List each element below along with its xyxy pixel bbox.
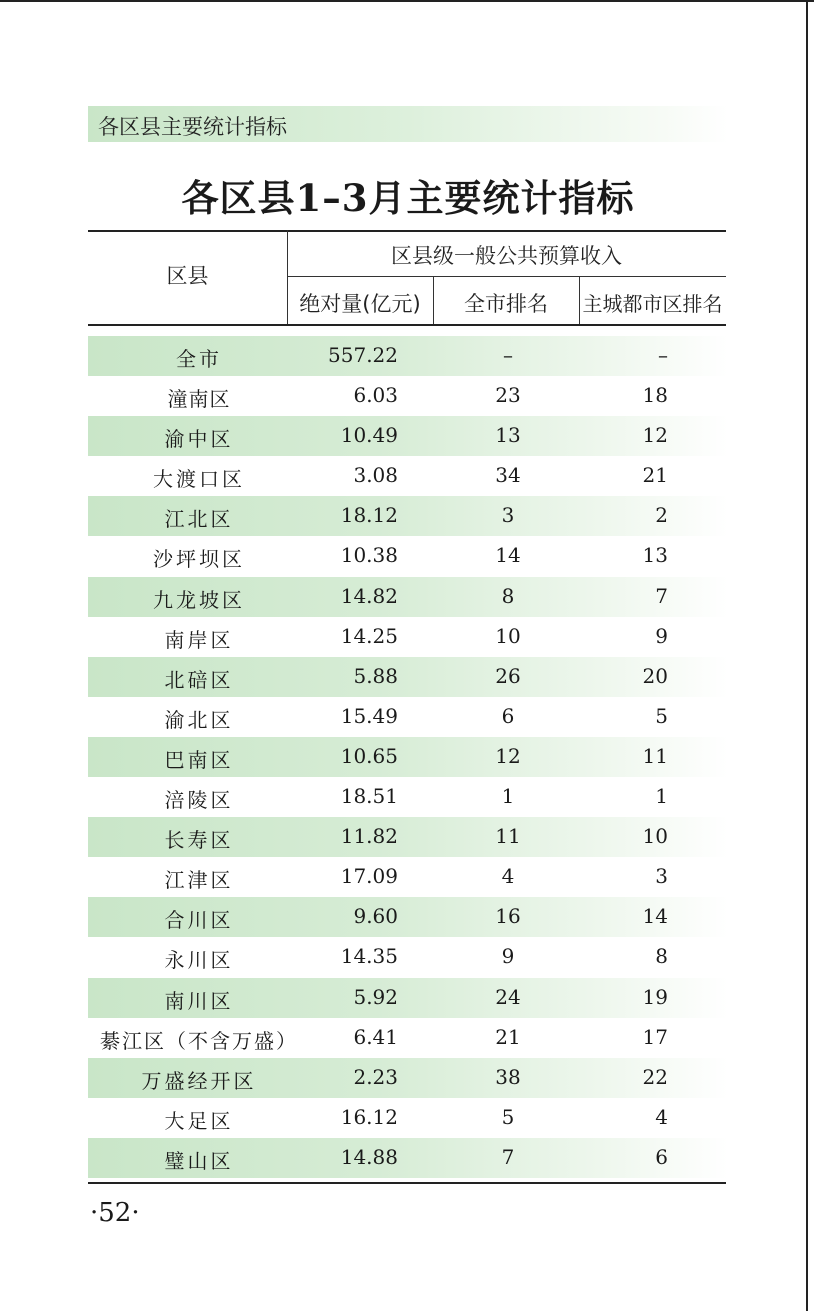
city-rank: 12 [495, 743, 521, 768]
revenue-value: 18.51 [340, 784, 398, 809]
table-row [88, 897, 728, 937]
table-title: 各区县1–3月主要统计指标 [181, 176, 635, 220]
table-row [88, 978, 728, 1018]
table-row [88, 617, 728, 657]
district-name: 北碚区 [164, 667, 234, 692]
city-rank: 21 [495, 1024, 521, 1049]
city-rank: – [503, 343, 513, 367]
district-name: 长寿区 [164, 828, 234, 853]
revenue-value: 17.09 [340, 864, 398, 889]
district-name: 綦江区（不含万盛） [100, 1028, 298, 1053]
district-name: 合川区 [164, 908, 234, 933]
district-name: 渝中区 [164, 427, 234, 452]
table-row [88, 536, 728, 576]
city-rank: 34 [495, 463, 521, 488]
main-city-rank: 18 [642, 383, 668, 408]
section-banner-label: 各区县主要统计指标 [98, 115, 287, 139]
district-name: 南岸区 [164, 627, 234, 652]
main-city-rank: 9 [655, 623, 668, 648]
table-row [88, 1098, 728, 1138]
city-rank: 11 [495, 824, 521, 849]
table-row [88, 697, 728, 737]
revenue-value: 14.82 [340, 583, 398, 608]
main-city-rank: 17 [642, 1024, 668, 1049]
revenue-value: 14.88 [340, 1144, 398, 1169]
city-rank: 38 [495, 1064, 521, 1089]
page-border-right [806, 0, 808, 1311]
city-rank: 5 [501, 1104, 515, 1129]
city-rank: 10 [495, 623, 521, 648]
table-row [88, 937, 728, 977]
main-city-rank: 13 [642, 543, 668, 568]
table-top-rule [88, 230, 726, 232]
city-rank: 1 [501, 784, 515, 809]
district-name: 江北区 [164, 507, 234, 532]
header-absolute: 绝对量(亿元) [299, 292, 421, 316]
main-city-rank: 7 [655, 583, 668, 608]
main-city-rank: 4 [655, 1104, 668, 1129]
city-rank: 23 [495, 383, 521, 408]
main-city-rank: 6 [655, 1144, 668, 1169]
revenue-value: 5.88 [353, 663, 398, 688]
main-city-rank: 1 [655, 784, 668, 809]
table-bottom-rule [88, 1182, 726, 1184]
revenue-value: 6.03 [353, 383, 398, 408]
main-city-rank: 10 [642, 824, 668, 849]
district-name: 江津区 [164, 868, 234, 893]
city-rank: 16 [495, 904, 521, 929]
main-city-rank: 3 [655, 864, 668, 889]
main-city-rank: 21 [642, 463, 668, 488]
table-row [88, 777, 728, 817]
revenue-value: 14.25 [340, 623, 398, 648]
table-row [88, 456, 728, 496]
revenue-value: 11.82 [340, 824, 398, 849]
revenue-value: 15.49 [340, 703, 398, 728]
main-city-rank: 22 [642, 1064, 668, 1089]
header-sub-rule [287, 276, 726, 277]
city-rank: 7 [501, 1144, 515, 1169]
table-row [88, 376, 728, 416]
revenue-value: 18.12 [340, 503, 398, 528]
table-row [88, 1138, 728, 1178]
header-bottom-rule [88, 324, 726, 326]
district-name: 永川区 [164, 948, 234, 973]
district-name: 涪陵区 [164, 788, 234, 813]
table-row [88, 1018, 728, 1058]
city-rank: 24 [495, 984, 521, 1009]
district-name: 璧山区 [164, 1148, 234, 1173]
revenue-value: 3.08 [353, 463, 398, 488]
main-city-rank: 8 [655, 944, 668, 969]
district-name: 九龙坡区 [153, 587, 245, 612]
table-body [88, 336, 728, 1178]
revenue-value: 9.60 [353, 904, 398, 929]
district-name: 南川区 [164, 988, 234, 1013]
table-row [88, 496, 728, 536]
page-border-top [0, 0, 814, 2]
page-number: ·52· [90, 1198, 140, 1228]
city-rank: 4 [501, 864, 515, 889]
table-row [88, 1058, 728, 1098]
city-rank: 26 [495, 663, 521, 688]
header-main-city-rank: 主城都市区排名 [582, 292, 723, 316]
city-rank: 9 [501, 944, 515, 969]
main-city-rank: 12 [642, 423, 668, 448]
table-row [88, 817, 728, 857]
header-city-rank: 全市排名 [464, 292, 548, 316]
revenue-value: 2.23 [353, 1064, 398, 1089]
main-city-rank: 20 [642, 663, 668, 688]
table-row [88, 577, 728, 617]
header-district: 区县 [166, 264, 209, 288]
district-name: 万盛经开区 [141, 1068, 257, 1093]
main-city-rank: 2 [655, 503, 668, 528]
city-rank: 14 [495, 543, 521, 568]
revenue-value: 5.92 [353, 984, 398, 1009]
main-city-rank: 14 [642, 904, 668, 929]
table-row [88, 657, 728, 697]
revenue-value: 557.22 [328, 343, 398, 367]
table-row [88, 336, 728, 376]
district-name: 沙坪坝区 [153, 547, 245, 572]
table-row [88, 857, 728, 897]
district-name: 大渡口区 [153, 467, 245, 492]
main-city-rank: 5 [655, 703, 668, 728]
revenue-value: 14.35 [340, 944, 398, 969]
header-budget-revenue: 区县级一般公共预算收入 [391, 244, 622, 268]
revenue-value: 10.49 [340, 423, 398, 448]
district-name: 大足区 [164, 1108, 234, 1133]
section-banner [88, 106, 728, 142]
city-rank: 6 [501, 703, 515, 728]
main-city-rank: – [658, 343, 668, 367]
main-city-rank: 11 [642, 743, 668, 768]
district-name: 全市 [176, 347, 222, 371]
revenue-value: 16.12 [340, 1104, 398, 1129]
table-row [88, 737, 728, 777]
district-name: 巴南区 [164, 747, 234, 772]
city-rank: 3 [501, 503, 515, 528]
table-row [88, 416, 728, 456]
district-name: 潼南区 [167, 387, 231, 412]
main-city-rank: 19 [642, 984, 668, 1009]
district-name: 渝北区 [164, 707, 234, 732]
city-rank: 13 [495, 423, 521, 448]
revenue-value: 10.65 [340, 743, 398, 768]
revenue-value: 10.38 [340, 543, 398, 568]
city-rank: 8 [501, 583, 515, 608]
revenue-value: 6.41 [353, 1024, 398, 1049]
